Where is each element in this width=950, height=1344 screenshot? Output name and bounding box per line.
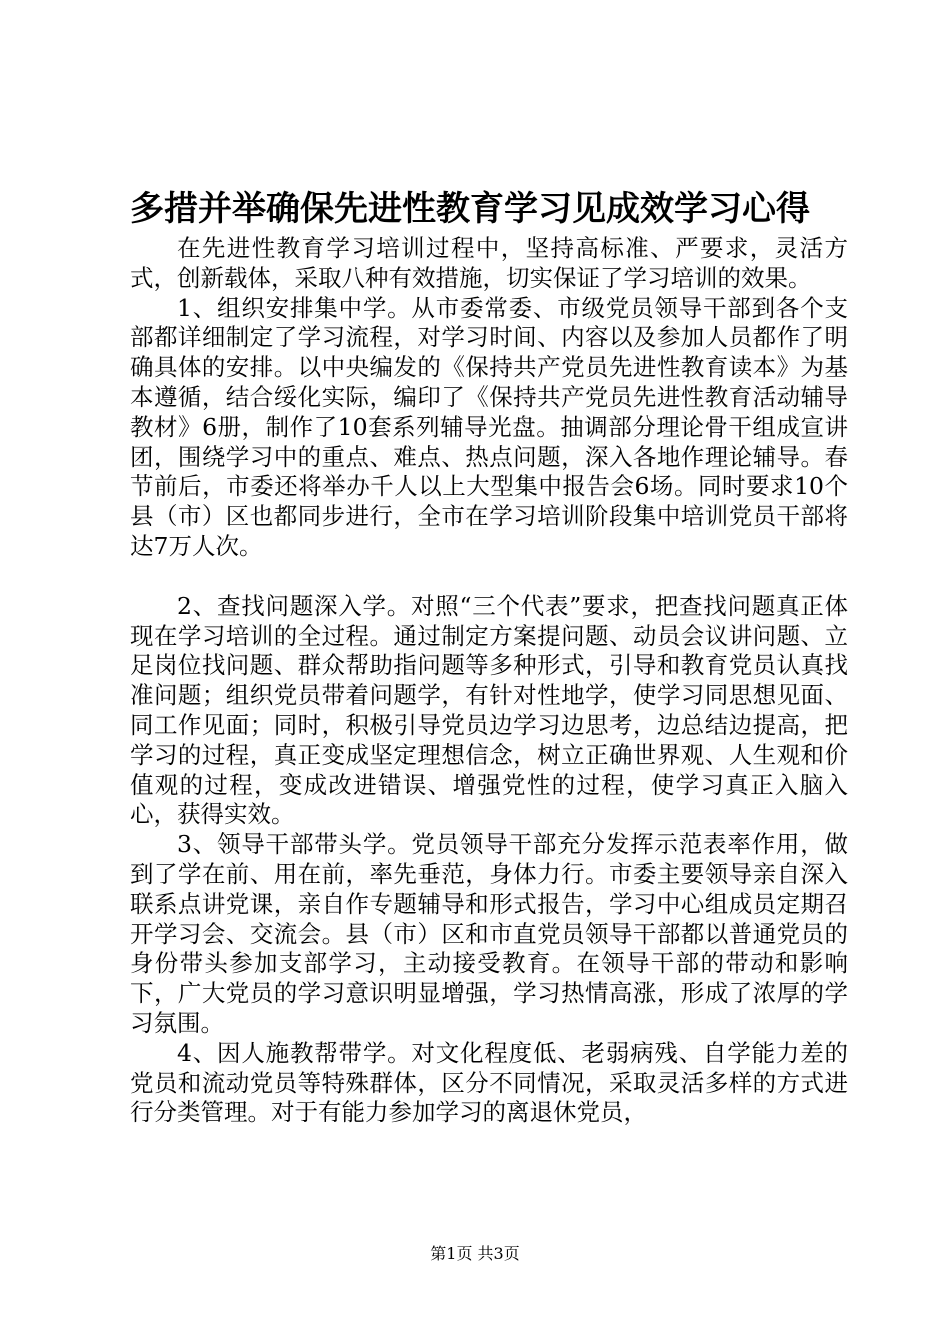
paragraph-2: 2、查找问题深入学。对照“三个代表”要求，把查找问题真正体现在学习培训的全过程。通过制定方案提问题、动员会议讲问题、立足岗位找问题、群众帮助指问题等多种形式，引导和教育党员认真找准问题；组织党员带着问题学，有针对性地学，使学习同思想见面、同工作见面；同时，积极引导党员边学习边思考，边总结边提高，把学习的过程，真正变成坚定理想信念，树立正确世界观、人生观和价值观的过程，变成改进错误、增强党性的过程，使学习真正入脑入心，获得实效。 [130, 591, 848, 829]
paragraph-4: 4、因人施教帮带学。对文化程度低、老弱病残、自学能力差的党员和流动党员等特殊群体，区分不同情况，采取灵活多样的方式进行分类管理。对于有能力参加学习的离退休党员， [130, 1038, 848, 1127]
page-footer: 第1页 共3页 [430, 1244, 520, 1263]
paragraph-3: 3、领导干部带头学。党员领导干部充分发挥示范表率作用，做到了学在前、用在前，率先垂范，身体力行。市委主要领导亲自深入联系点讲党课，亲自作专题辅导和形式报告，学习中心组成员定期召开学习会、交流会。县（市）区和市直党员领导干部都以普通党员的身份带头参加支部学习，主动接受教育。在领导干部的带动和影响下，广大党员的学习意识明显增强，学习热情高涨，形成了浓厚的学习氛围。 [130, 830, 848, 1037]
document-title: 多措并举确保先进性教育学习见成效学习心得 [130, 189, 810, 229]
document-body [130, 234, 848, 1128]
paragraph-1: 1、组织安排集中学。从市委常委、市级党员领导干部到各个支部都详细制定了学习流程，对学习时间、内容以及参加人员都作了明确具体的安排。以中央编发的《保持共产党员先进性教育读本》为基本遵循，结合绥化实际，编印了《保持共产党员先进性教育活动辅导教材》6册，制作了10套系列辅导光盘。抽调部分理论骨干组成宣讲团，围绕学习中的重点、难点、热点问题，深入各地作理论辅导。春节前后，市委还将举办千人以上大型集中报告会6场。同时要求10个县（市）区也都同步进行，全市在学习培训阶段集中培训党员干部将达7万人次。 [130, 293, 848, 560]
paragraph-intro: 在先进性教育学习培训过程中，坚持高标准、严要求，灵活方式，创新载体，采取八种有效措施，切实保证了学习培训的效果。 [130, 234, 848, 292]
